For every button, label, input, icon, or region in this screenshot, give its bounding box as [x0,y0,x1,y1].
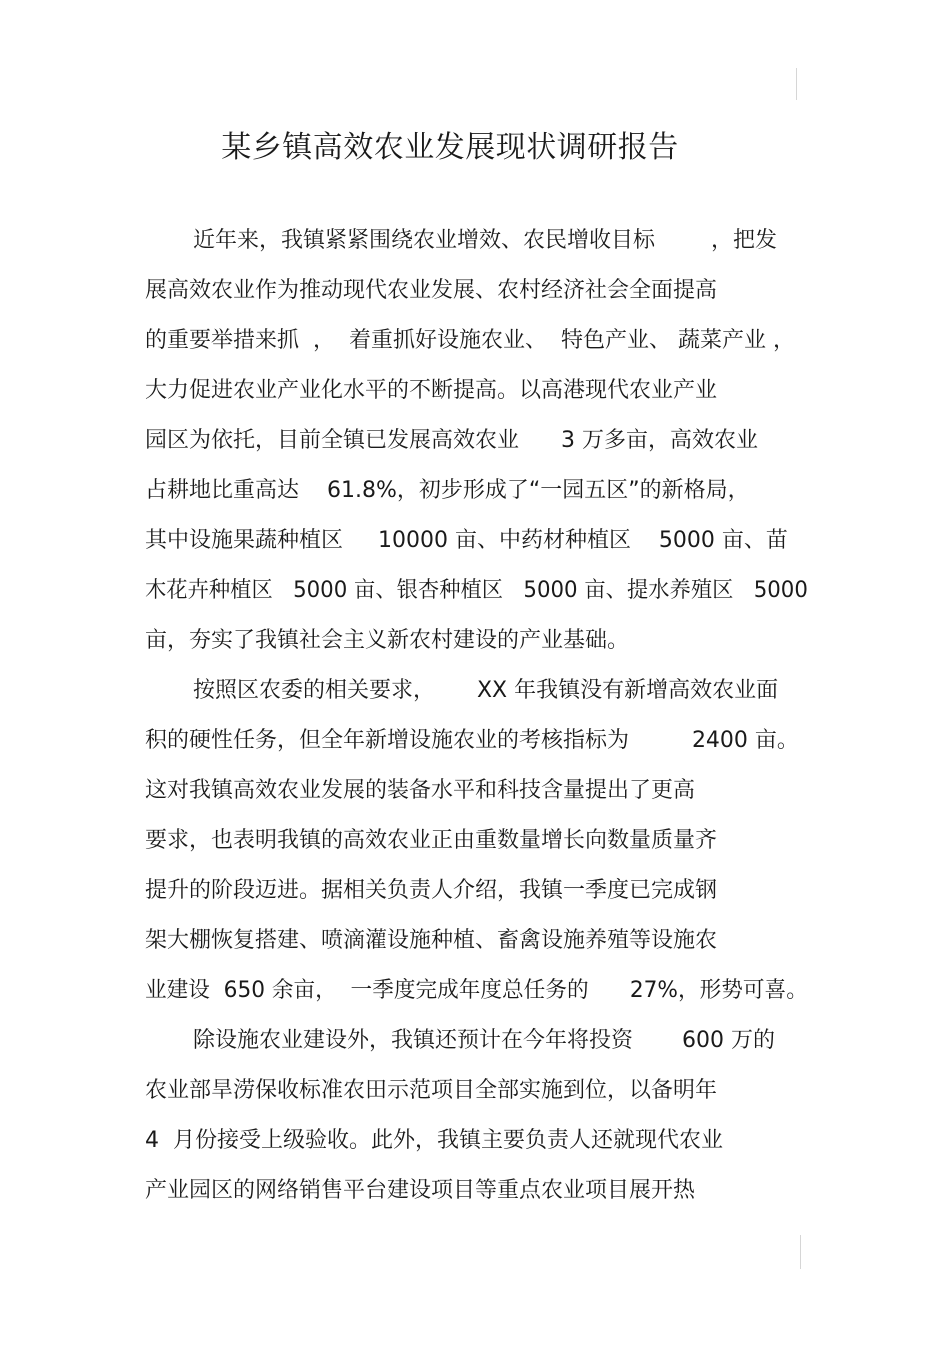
document-title: 某乡镇高效农业发展现状调研报告 [221,130,679,165]
body-line: 提升的阶段迈进。据相关负责人介绍，我镇一季度已完成钢 [145,878,718,903]
body-line: 积的硬性任务，但全年新增设施农业的考核指标为 2400 亩。 [145,728,799,753]
body-line: 4 月份接受上级验收。此外，我镇主要负责人还就现代农业 [145,1128,723,1153]
body-line: 亩，夯实了我镇社会主义新农村建设的产业基础。 [145,628,630,653]
body-line: 大力促进农业产业化水平的不断提高。以高港现代农业产业 [145,378,718,403]
body-line: 近年来，我镇紧紧围绕农业增效、农民增收目标 ，把发 [193,228,777,253]
body-line: 占耕地比重高达 61.8%，初步形成了“一园五区”的新格局， [145,478,750,503]
body-line: 的重要举措来抓 ， 着重抓好设施农业、 特色产业、 蔬菜产业 ， [145,328,795,353]
body-line: 架大棚恢复搭建、喷滴灌设施种植、畜禽设施养殖等设施农 [145,928,718,953]
body-line: 产业园区的网络销售平台建设项目等重点农业项目展开热 [145,1178,696,1203]
body-line: 除设施农业建设外，我镇还预计在今年将投资 600 万的 [193,1028,775,1053]
body-line: 农业部旱涝保收标准农田示范项目全部实施到位，以备明年 [145,1078,718,1103]
body-line: 按照区农委的相关要求， XX 年我镇没有新增高效农业面 [193,678,779,703]
body-line: 园区为依托，目前全镇已发展高效农业 3 万多亩，高效农业 [145,428,758,453]
body-line: 这对我镇高效农业发展的装备水平和科技含量提出了更高 [145,778,696,803]
body-line: 其中设施果蔬种植区 10000 亩、中药材种植区 5000 亩、苗 [145,528,788,553]
body-line: 要求，也表明我镇的高效农业正由重数量增长向数量质量齐 [145,828,718,853]
body-line: 业建设 650 余亩， 一季度完成年度总任务的 27%，形势可喜。 [145,978,808,1003]
body-line: 木花卉种植区 5000 亩、银杏种植区 5000 亩、提水养殖区 5000 [145,578,808,603]
margin-mark-top [796,68,797,100]
margin-mark-bottom [800,1235,801,1269]
body-line: 展高效农业作为推动现代农业发展、农村经济社会全面提高 [145,278,718,303]
